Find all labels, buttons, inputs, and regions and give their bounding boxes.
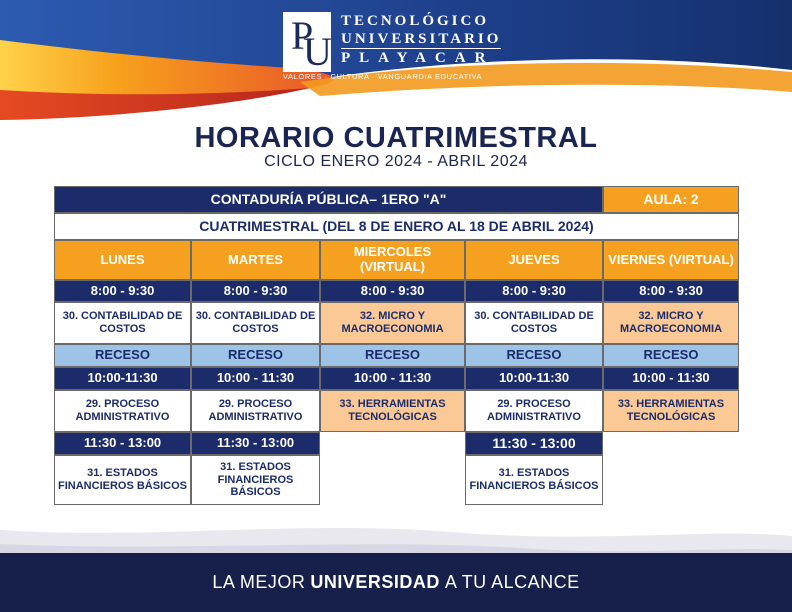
time-slot: 10:00-11:30 [465,367,603,390]
footer-banner [0,553,792,612]
time-slot: 10:00 - 11:30 [320,367,465,390]
class-cell: 31. ESTADOS FINANCIEROS BÁSICOS [191,455,320,505]
logo-line-1: TECNOLÓGICO [341,13,490,29]
logo-line-3: PLAYACAR [341,48,501,67]
class-cell: 30. CONTABILIDAD DE COSTOS [465,302,603,344]
class-cell: 30. CONTABILIDAD DE COSTOS [191,302,320,344]
page-subtitle: CICLO ENERO 2024 - ABRIL 2024 [264,153,528,170]
class-cell: 30. CONTABILIDAD DE COSTOS [54,302,191,344]
time-slot: 8:00 - 9:30 [603,280,739,302]
time-slot: 8:00 - 9:30 [465,280,603,302]
day-header-wednesday: MIERCOLES (VIRTUAL) [320,240,465,280]
logo-slogan: VALORES · CULTURA · VANGUARDIA EDUCATIVA [283,72,483,81]
time-slot: 10:00 - 11:30 [603,367,739,390]
footer-text-post: A TU ALCANCE [444,572,580,592]
classroom-badge: AULA: 2 [603,186,739,213]
logo-emblem: P U [283,12,331,72]
program-header: CONTADURÍA PÚBLICA– 1ERO "A" [54,186,603,213]
day-header-tuesday: MARTES [191,240,320,280]
recess-cell: RECESO [54,344,191,367]
footer-text-pre: LA MEJOR [212,572,306,592]
time-slot: 11:30 - 13:00 [465,432,603,455]
recess-cell: RECESO [465,344,603,367]
class-cell-virtual: 32. MICRO Y MACROECONOMIA [603,302,739,344]
recess-cell: RECESO [320,344,465,367]
day-header-thursday: JUEVES [465,240,603,280]
footer-text-bold: UNIVERSIDAD [310,572,440,592]
recess-cell: RECESO [191,344,320,367]
class-cell-virtual: 32. MICRO Y MACROECONOMIA [320,302,465,344]
class-cell: 29. PROCESO ADMINISTRATIVO [465,390,603,432]
university-logo [283,12,515,84]
class-cell-virtual: 33. HERRAMIENTAS TECNOLÓGICAS [603,390,739,432]
day-header-monday: LUNES [54,240,191,280]
time-slot: 8:00 - 9:30 [54,280,191,302]
recess-cell: RECESO [603,344,739,367]
time-slot: 8:00 - 9:30 [320,280,465,302]
time-slot: 10:00 - 11:30 [191,367,320,390]
class-cell: 29. PROCESO ADMINISTRATIVO [54,390,191,432]
class-cell: 31. ESTADOS FINANCIEROS BÁSICOS [54,455,191,505]
class-cell-virtual: 33. HERRAMIENTAS TECNOLÓGICAS [320,390,465,432]
class-cell: 29. PROCESO ADMINISTRATIVO [191,390,320,432]
day-header-friday: VIERNES (VIRTUAL) [603,240,739,280]
class-cell: 31. ESTADOS FINANCIEROS BÁSICOS [465,455,603,505]
logo-line-2: UNIVERSITARIO [341,31,502,47]
logo-wordmark [341,12,501,67]
period-header: CUATRIMESTRAL (DEL 8 DE ENERO AL 18 DE ABRIL 2024) [54,213,739,240]
page-title: HORARIO CUATRIMESTRAL [194,122,598,154]
footer-wave [0,500,792,560]
time-slot: 11:30 - 13:00 [191,432,320,455]
time-slot: 8:00 - 9:30 [191,280,320,302]
time-slot: 11:30 - 13:00 [54,432,191,455]
time-slot: 10:00-11:30 [54,367,191,390]
